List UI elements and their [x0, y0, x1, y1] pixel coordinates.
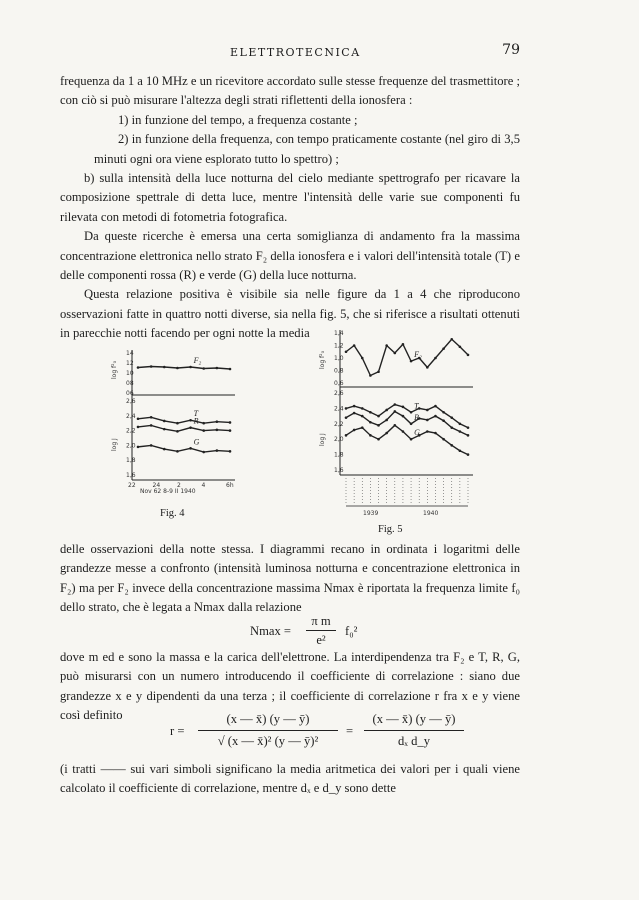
data-point	[176, 367, 179, 370]
data-point	[345, 416, 348, 419]
data-point	[216, 420, 219, 423]
tick-label: 0,8	[334, 367, 344, 375]
data-point	[450, 444, 453, 447]
header-title: ELETTROTECNICA	[230, 46, 361, 59]
data-point	[442, 411, 445, 414]
data-point	[467, 426, 470, 429]
series-label: R	[414, 412, 419, 422]
tick-label: 12	[126, 360, 134, 367]
data-point	[377, 370, 380, 373]
x-year-right: 1940	[423, 510, 439, 517]
list-item: 2) in funzione della frequenza, con tempo praticamente costante (nel giro di 3,5 minuti ogni ora viene esplorato tutto lo spettro) ;	[94, 132, 520, 166]
y-label-top: log f²₀	[319, 351, 326, 369]
series-label: F₂	[414, 350, 422, 360]
y-label-bottom: log J	[111, 438, 118, 451]
x-date: Nov 62 8-9 II 1940	[140, 488, 196, 495]
data-point	[361, 357, 364, 360]
tick-label: 1,8	[334, 451, 344, 459]
data-point	[377, 424, 380, 427]
data-point	[163, 366, 166, 369]
tick-label: 2,6	[334, 390, 344, 397]
data-point	[402, 406, 405, 409]
data-point	[150, 424, 153, 427]
formula-num: (x — x̄) (y — ȳ)	[372, 712, 456, 726]
data-point	[394, 352, 397, 355]
formula-den: e²	[316, 633, 326, 647]
data-point	[410, 438, 413, 441]
x-tick-label: 22	[128, 482, 136, 489]
data-point	[385, 409, 388, 412]
data-point	[163, 428, 166, 431]
paragraph: dove m ed e sono la massa e la carica dell'elettrone. La interdipendenza tra F₂ e T, R, G, può misurarsi con un numero introducendo il coefficiente di correlazione : siano due grandezze x e y dipendenti da una terza ; il coefficiente di correlazione r fra x e y viene così definito	[60, 650, 520, 723]
data-point	[229, 368, 232, 371]
data-point	[377, 415, 380, 418]
page-number: 79	[502, 42, 520, 58]
data-point	[467, 354, 470, 357]
formula-den: √ (x — x̄)² (y — ȳ)²	[217, 734, 319, 748]
tick-label: 2,4	[126, 412, 136, 420]
tick-label: 08	[126, 380, 134, 387]
figure-5	[318, 325, 478, 520]
figure-5-caption: Fig. 5	[378, 524, 403, 535]
x-tick-label: 24	[152, 482, 161, 489]
series-line-3	[346, 425, 468, 454]
data-point	[176, 422, 179, 425]
figure-5-chart	[318, 325, 478, 520]
formula-num: (x — x̄) (y — ȳ)	[226, 712, 310, 726]
data-point	[163, 420, 166, 423]
formula-lhs: r =	[170, 724, 185, 738]
y-label-top: log f²₀	[111, 361, 118, 379]
data-point	[176, 450, 179, 453]
tick-label: 2,6	[126, 398, 136, 405]
x-tick-label: 2	[177, 482, 181, 489]
data-point	[229, 421, 232, 424]
data-point	[176, 430, 179, 433]
data-point	[434, 432, 437, 435]
series-label: G	[193, 437, 200, 447]
series-line-0	[346, 339, 468, 375]
data-point	[202, 451, 205, 454]
fraction-bar	[198, 730, 338, 731]
data-point	[137, 426, 140, 429]
data-point	[189, 426, 192, 429]
data-point	[353, 405, 356, 408]
data-point	[361, 415, 364, 418]
series-label: R	[193, 416, 199, 426]
data-point	[216, 449, 219, 452]
data-point	[137, 417, 140, 420]
body-text-bottom	[60, 760, 520, 799]
tick-label: 1,0	[334, 355, 344, 362]
data-point	[426, 419, 429, 422]
data-point	[385, 432, 388, 435]
data-point	[216, 429, 219, 432]
running-header	[60, 44, 520, 62]
data-point	[229, 450, 232, 453]
data-point	[450, 416, 453, 419]
series-label: T	[414, 401, 419, 411]
data-point	[369, 421, 372, 424]
series-line-1	[346, 405, 468, 428]
paragraph: Questa relazione positiva è visibile sia nelle figure da 1 a 4 che riproducono osservazioni fatte in quattro notti diverse, sia nella fig. 5, che si riferisce a risultati ottenuti in parecchie notti facendo per ogni notte la media	[60, 287, 520, 341]
data-point	[369, 374, 372, 377]
data-point	[459, 449, 462, 452]
data-point	[402, 415, 405, 418]
formula-lhs: Nmax =	[250, 624, 292, 638]
fraction-bar	[364, 730, 464, 731]
data-point	[345, 350, 348, 353]
y-label-bottom: log J	[319, 433, 326, 446]
data-point	[434, 357, 437, 360]
tick-label: 10	[126, 370, 134, 377]
tick-label: 2,0	[126, 442, 136, 450]
data-point	[394, 410, 397, 413]
paragraph: b) sulla intensità della luce notturna del cielo mediante spettrografo per ricavare la composizione spettrale di detta luce, mentre l'intensità delle varie sue componenti fu rilevata con metodi di fotometria fotografica.	[60, 171, 520, 224]
data-point	[426, 366, 429, 369]
data-point	[410, 360, 413, 363]
data-point	[434, 405, 437, 408]
figure-4-chart	[110, 345, 240, 495]
data-point	[442, 347, 445, 350]
data-point	[369, 434, 372, 437]
data-point	[150, 365, 153, 368]
data-point	[426, 409, 429, 412]
x-tick-label: 6h	[226, 482, 234, 489]
paragraph: Da queste ricerche è emersa una certa somiglianza di andamento fra la massima concentrazione elettronica nello strato F₂ della ionosfera e i valori dell'intensità totale (T) e delle componenti rossa (R) e verde (G) della luce notturna.	[60, 229, 520, 283]
data-point	[216, 367, 219, 370]
data-point	[467, 453, 470, 456]
data-point	[434, 415, 437, 418]
body-text-top	[60, 72, 520, 344]
data-point	[385, 419, 388, 422]
series-label: T	[193, 409, 199, 419]
data-point	[410, 423, 413, 426]
series-line-2	[346, 411, 468, 438]
data-point	[450, 338, 453, 341]
data-point	[459, 423, 462, 426]
data-point	[189, 366, 192, 369]
data-point	[442, 438, 445, 441]
data-point	[202, 367, 205, 370]
data-point	[202, 429, 205, 432]
paragraph: frequenza da 1 a 10 MHz e un ricevitore accordato sulle stesse frequenze del trasmettitore ; con ciò si può misurare l'altezza degli strati riflettenti della ionosfera :	[60, 74, 520, 108]
data-point	[137, 366, 140, 369]
tick-label: 1,4	[334, 330, 344, 337]
data-point	[467, 434, 470, 437]
data-point	[353, 344, 356, 347]
tick-label: 1,2	[334, 342, 344, 350]
list-item: 1) in funzione del tempo, a frequenza costante ;	[118, 112, 358, 127]
data-point	[353, 429, 356, 432]
tick-label: 2,2	[334, 420, 344, 428]
x-tick-label: 4	[201, 482, 206, 489]
figure-4	[110, 345, 240, 495]
data-point	[345, 407, 348, 410]
formula-correlation	[170, 712, 470, 758]
data-point	[410, 411, 413, 414]
formula-tail: f₀²	[345, 624, 358, 638]
data-point	[137, 446, 140, 449]
data-point	[345, 434, 348, 437]
formula-den: dₓ d_y	[398, 734, 430, 748]
data-point	[353, 412, 356, 415]
data-point	[202, 422, 205, 425]
tick-label: 06	[126, 390, 134, 397]
tick-label: 1,6	[126, 472, 136, 479]
tick-label: 14	[126, 350, 134, 357]
data-point	[189, 419, 192, 422]
tick-label: 1,8	[126, 457, 136, 465]
series-label: G	[414, 428, 420, 438]
x-year-left: 1939	[363, 510, 379, 517]
body-text-middle	[60, 540, 520, 618]
formula-num: π m	[311, 614, 331, 628]
data-point	[377, 438, 380, 441]
formula-eq: =	[346, 724, 354, 738]
data-point	[394, 424, 397, 427]
data-point	[150, 444, 153, 447]
data-point	[229, 429, 232, 432]
tick-label: 0,6	[334, 380, 344, 387]
tick-label: 2,2	[126, 427, 136, 435]
paragraph: delle osservazioni della notte stessa. I diagrammi recano in ordinata i logaritmi delle grandezze messe a confronto (intensità luminosa notturna e concentrazione elettronica in F₂) ma per F₂ invece della concentrazione massima Nmax è riportata la frequenza limite f₀ dello strato, che è legata a Nmax dalla relazione	[60, 542, 520, 615]
data-point	[459, 345, 462, 348]
series-label: F₂	[193, 356, 202, 365]
data-point	[426, 430, 429, 433]
data-point	[450, 426, 453, 429]
data-point	[394, 403, 397, 406]
data-point	[442, 419, 445, 422]
figure-4-caption: Fig. 4	[160, 508, 185, 519]
data-point	[361, 407, 364, 410]
tick-label: 1,6	[334, 467, 344, 474]
paragraph: (i tratti —— sui vari simboli significano la media aritmetica dei valori per i quali viene calcolato il coefficiente di correlazione, mentre dₓ e d_y sono dette	[60, 762, 520, 796]
data-point	[150, 416, 153, 419]
tick-label: 2,4	[334, 405, 344, 413]
data-point	[385, 344, 388, 347]
data-point	[402, 343, 405, 346]
data-point	[369, 411, 372, 414]
data-point	[189, 447, 192, 450]
fraction-bar	[306, 630, 336, 631]
tick-label: 2,0	[334, 436, 344, 444]
data-point	[361, 426, 364, 429]
data-point	[163, 448, 166, 451]
data-point	[402, 430, 405, 433]
data-point	[459, 430, 462, 433]
